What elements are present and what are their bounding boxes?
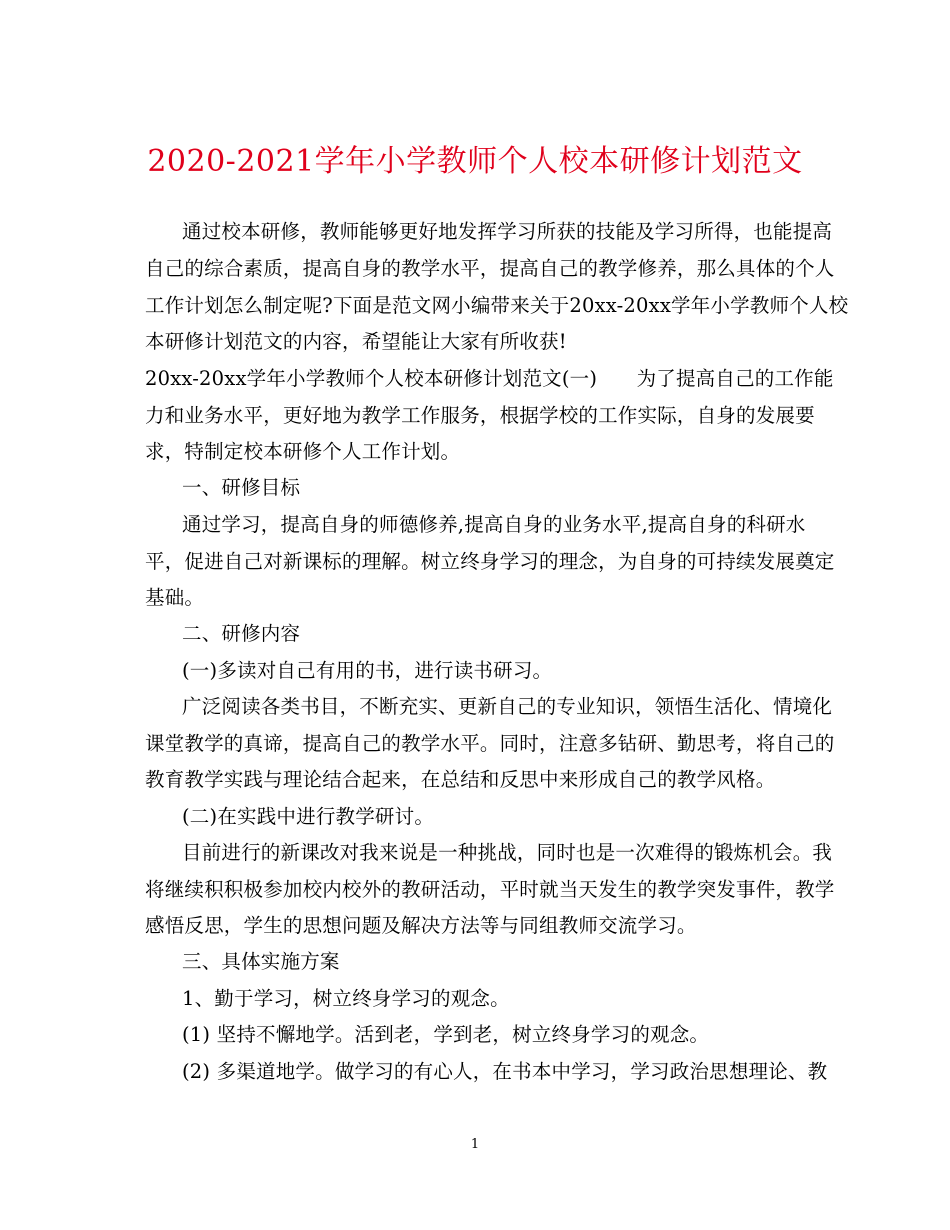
paragraph-line: 课堂教学的真谛，提高自己的教学水平。同时，注意多钻研、勤思考，将自己的 xyxy=(145,732,835,755)
subsection-heading: (一)多读对自己有用的书，进行读书研习。 xyxy=(182,659,553,682)
list-item: (1) 坚持不懈地学。活到老，学到老，树立终身学习的观念。 xyxy=(182,1023,710,1046)
paragraph-line: 将继续积积极参加校内校外的教研活动，平时就当天发生的教学突发事件，教学 xyxy=(145,878,835,901)
paragraph-line: 工作计划怎么制定呢?下面是范文网小编带来关于20xx-20xx学年小学教师个人校 xyxy=(145,294,849,317)
paragraph-line: 通过校本研修，教师能够更好地发挥学习所获的技能及学习所得，也能提高 xyxy=(182,220,833,243)
section-heading: 一、研修目标 xyxy=(182,476,301,499)
section-heading: 二、研修内容 xyxy=(182,622,301,645)
page-number: 1 xyxy=(470,1137,480,1152)
paragraph-line: 广泛阅读各类书目，不断充实、更新自己的专业知识，领悟生活化、情境化 xyxy=(182,695,833,718)
paragraph-line: 20xx-20xx学年小学教师个人校本研修计划范文(一) 为了提高自己的工作能 xyxy=(145,367,834,390)
paragraph-line: 感悟反思，学生的思想问题及解决方法等与同组教师交流学习。 xyxy=(145,914,697,937)
paragraph-line: 求，特制定校本研修个人工作计划。 xyxy=(145,440,461,463)
section-heading: 三、具体实施方案 xyxy=(182,950,340,973)
subsection-heading: (二)在实践中进行教学研讨。 xyxy=(182,805,435,828)
list-item: 1、勤于学习，树立终身学习的观念。 xyxy=(182,987,510,1010)
paragraph-line: 本研修计划范文的内容，希望能让大家有所收获! xyxy=(145,330,567,353)
document-title: 2020-2021学年小学教师个人校本研修计划范文 xyxy=(147,144,803,179)
paragraph-line: 自己的综合素质，提高自身的教学水平，提高自己的教学修养，那么具体的个人 xyxy=(145,257,835,280)
paragraph-line: 通过学习，提高自身的师德修养,提高自身的业务水平,提高自身的科研水 xyxy=(182,513,806,536)
paragraph-line: 力和业务水平，更好地为教学工作服务，根据学校的工作实际，自身的发展要 xyxy=(145,404,815,427)
paragraph-line: 目前进行的新课改对我来说是一种挑战，同时也是一次难得的锻炼机会。我 xyxy=(182,841,833,864)
paragraph-line: 基础。 xyxy=(145,586,205,609)
paragraph-line: 教育教学实践与理论结合起来，在总结和反思中来形成自己的教学风格。 xyxy=(145,768,776,791)
paragraph-line: 平，促进自己对新课标的理解。树立终身学习的理念，为自身的可持续发展奠定 xyxy=(145,550,835,573)
list-item: (2) 多渠道地学。做学习的有心人，在书本中学习，学习政治思想理论、教 xyxy=(182,1060,828,1083)
